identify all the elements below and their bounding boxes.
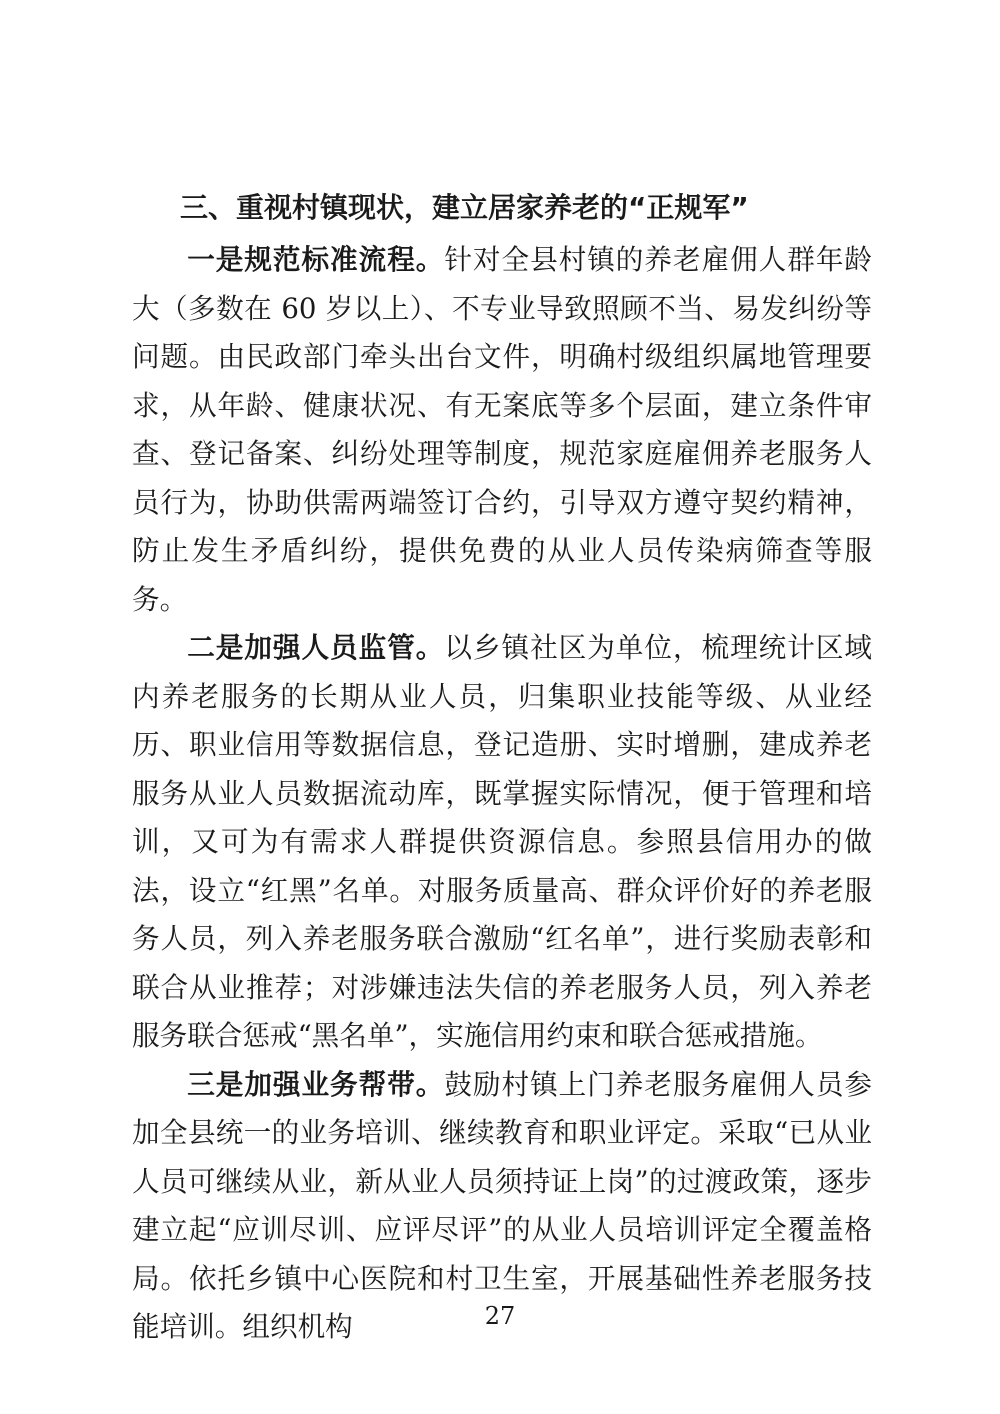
paragraph — [132, 624, 872, 1061]
paragraph-lead: 一是规范标准流程。 — [187, 243, 445, 276]
paragraph — [132, 236, 872, 624]
paragraph-lead: 三是加强业务帮带。 — [187, 1067, 445, 1101]
paragraph-lead: 二是加强人员监管。 — [187, 631, 445, 664]
paragraph-text: 以乡镇社区为单位，梳理统计区域内养老服务的长期从业人员，归集职业技能等级、从业经历、职业信用等数据信息，登记造册、实时增删，建成养老服务从业人员数据流动库，既掌握实际情况，便于管理和培训，又可为有需求人群提供资源信息。参照县信用办的做法，设立“红黑”名单。对服务质量高、群众评价好的养老服务人员，列入养老服务联合激励“红名单”，进行奖励表彰和联合从业推荐；对涉嫌违法失信的养老服务人员，列入养老服务联合惩戒“黑名单”，实施信用约束和联合惩戒措施。 — [132, 631, 872, 1052]
paragraph-text: 针对全县村镇的养老雇佣人群年龄大（多数在 60 岁以上）、不专业导致照顾不当、易发纠纷等问题。由民政部门牵头出台文件，明确村级组织属地管理要求，从年龄、健康状况、有无案底等多个层面，建立条件审查、登记备案、纠纷处理等制度，规范家庭雇佣养老服务人员行为，协助供需两端签订合约，引导双方遵守契约精神，防止发生矛盾纠纷，提供免费的从业人员传染病筛查等服务。 — [132, 243, 872, 616]
body-text — [132, 236, 872, 1352]
page-number: 27 — [484, 1302, 516, 1330]
section-heading: 三、重视村镇现状，建立居家养老的“正规军” — [180, 191, 749, 224]
paragraph-text: 鼓励村镇上门养老服务雇佣人员参加全县统一的业务培训、继续教育和职业评定。采取“已从业人员可继续从业，新从业人员须持证上岗”的过渡政策，逐步建立起“应训尽训、应评尽评”的从业人员培训评定全覆盖格局。依托乡镇中心医院和村卫生室，开展基础性养老服务技能培训。组织机构 — [132, 1067, 872, 1343]
